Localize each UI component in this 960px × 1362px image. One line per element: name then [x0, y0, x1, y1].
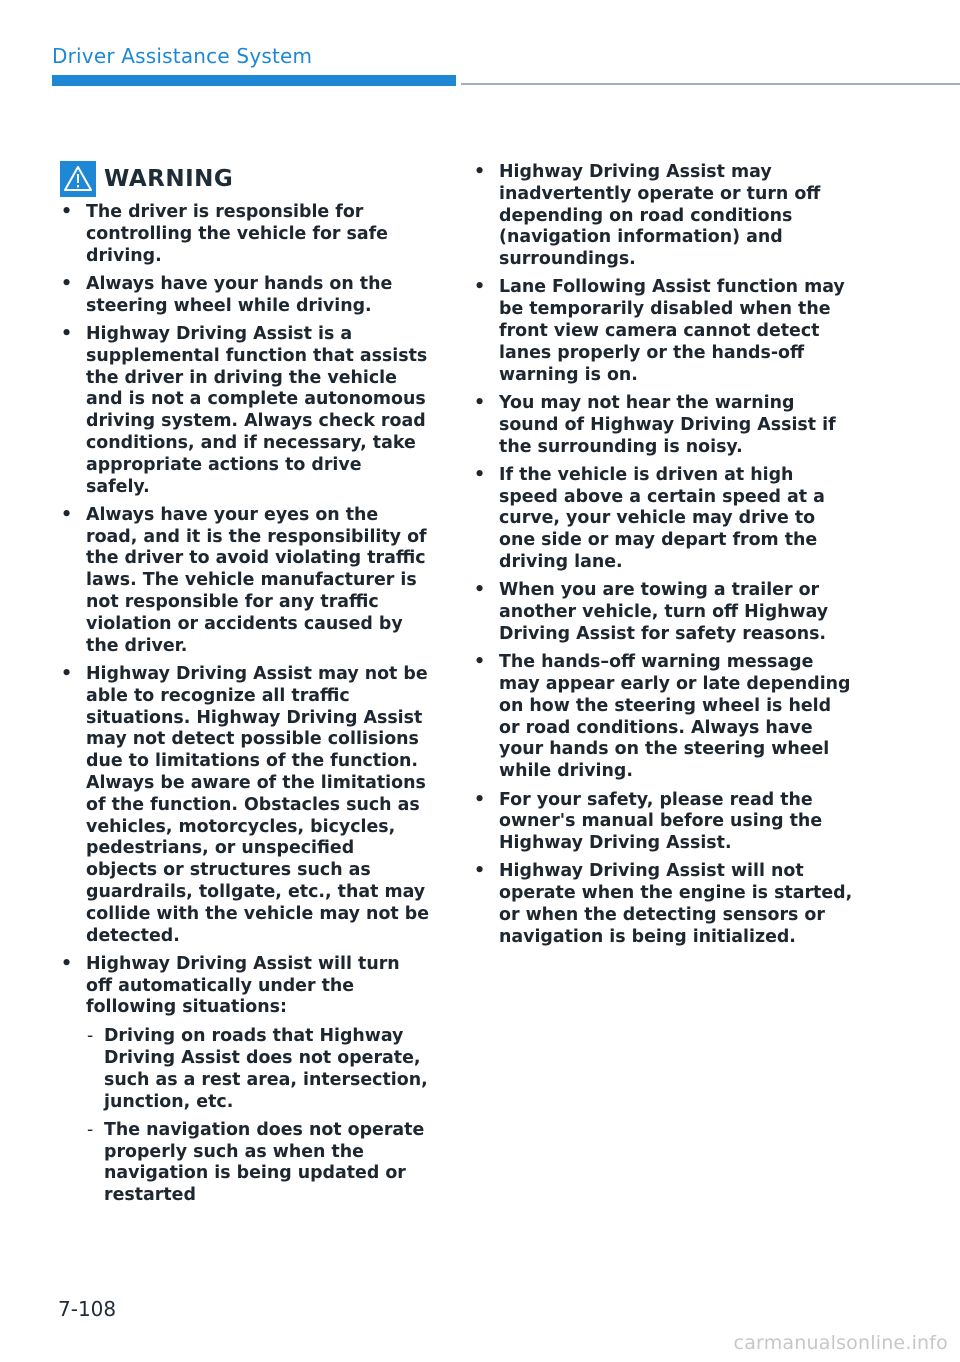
- warning-item: • Highway Driving Assist will not operate when the engine is started, or when the detecting sensors or navigation is being initialized.: [473, 861, 853, 948]
- watermark: carmanualsonline.info: [733, 1332, 948, 1354]
- section-title: Driver Assistance System: [52, 44, 313, 68]
- warning-item: • Always have your hands on the steering wheel while driving.: [60, 274, 430, 318]
- warning-item: • Highway Driving Assist may inadvertently operate or turn off depending on road conditions (navigation information) and surroundings.: [473, 162, 853, 271]
- warning-item: • The driver is responsible for controlling the vehicle for safe driving.: [60, 202, 430, 267]
- warning-item: • Highway Driving Assist is a supplemental function that assists the driver in driving the vehicle and is not a complete autonomous driving system. Always check road conditions, and if necessary, take appropriate actions to drive safely.: [60, 324, 430, 498]
- warning-heading: [60, 160, 233, 198]
- warning-title: WARNING: [104, 166, 234, 192]
- warning-item: • Lane Following Assist function may be temporarily disabled when the front view camera cannot detect lanes properly or the hands-off warning is on.: [473, 277, 853, 386]
- warning-item: • For your safety, please read the owner's manual before using the Highway Driving Assist.: [473, 790, 853, 855]
- warning-item-text: Highway Driving Assist will turn off automatically under the following situations:: [86, 953, 400, 1018]
- warning-right-column: [473, 162, 853, 955]
- warning-item: • You may not hear the warning sound of Highway Driving Assist if the surrounding is noisy.: [473, 393, 853, 458]
- warning-left-column: [60, 202, 430, 1214]
- warning-item: • Always have your eyes on the road, and it is the responsibility of the driver to avoid violating traffic laws. The vehicle manufacturer is not responsible for any traffic violation or accidents caused by the driver.: [60, 505, 430, 658]
- warning-item: • If the vehicle is driven at high speed above a certain speed at a curve, your vehicle may drive to one side or may depart from the driving lane.: [473, 465, 853, 574]
- page-number: 7-108: [58, 1297, 117, 1321]
- warning-subitem: - Driving on roads that Highway Driving Assist does not operate, such as a rest area, intersection, junction, etc.: [60, 1026, 430, 1113]
- warning-item: • Highway Driving Assist may not be able to recognize all traffic situations. Highway Driving Assist may not detect possible collisions due to limitations of the function. Always be aware of the limitations of the function. Obstacles such as vehicles, motorcycles, bicycles, pedestrians, or unspecified objects or structures such as guardrails, tollgate, etc., that may collide with the vehicle may not be detected.: [60, 664, 430, 947]
- warning-triangle-icon: [60, 161, 96, 197]
- warning-subitem: - The navigation does not operate properly such as when the navigation is being updated or restarted: [60, 1120, 430, 1207]
- warning-sublist: [86, 1026, 430, 1207]
- header-rule-accent: [52, 75, 456, 86]
- header-rule-gray: [461, 83, 960, 85]
- warning-item: • The hands–off warning message may appear early or late depending on how the steering wheel is held or road conditions. Always have your hands on the steering wheel while driving.: [473, 652, 853, 783]
- warning-item-with-subitems: [60, 954, 430, 1207]
- warning-item: • When you are towing a trailer or another vehicle, turn off Highway Driving Assist for safety reasons.: [473, 580, 853, 645]
